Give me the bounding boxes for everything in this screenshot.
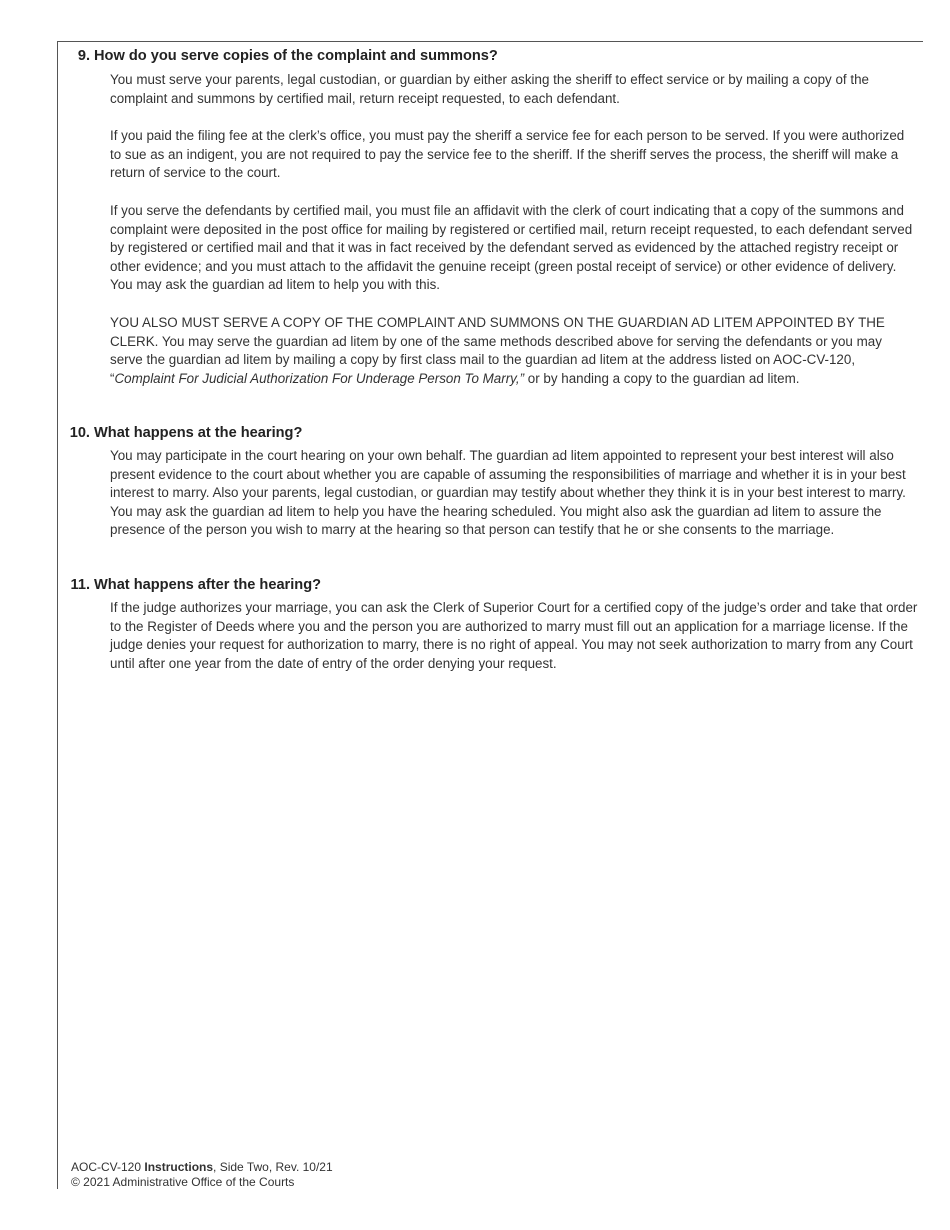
section-10-number: 10. [69,425,90,441]
complaint-form-title: Complaint For Judicial Authorization For Underage Person To Marry,” [114,370,525,386]
section-9-paragraph-4-tail: or by handing a copy to the guardian ad litem. [524,370,800,386]
section-9-paragraph-1: You must serve your parents, legal custodian, or guardian by either asking the sheriff to effect service or by mailing a copy of the complaint and summons by certified mail, return receipt requested, to each defendant. [110,72,869,106]
section-9-number: 9. [77,48,90,64]
section-10-paragraph-1: You may participate in the court hearing on your own behalf. The guardian ad litem appointed to represent your best interest will also present evidence to the court about whether you are capable of assuming the responsibilities of marriage and whether it is in your best interest to marry. Also your parents, legal custodian, or guardian may testify about whether they think it is in your best interest to marry. You may ask the guardian ad litem to help you have the hearing scheduled. You might also ask the guardian ad litem to assure the presence of the person you wish to marry at the hearing so that person can testify that he or she consents to the marriage. [110,448,906,538]
left-border-rule [57,41,58,1189]
section-9-paragraph-4 [110,314,918,388]
section-9-paragraph-2: If you paid the filing fee at the clerk’s office, you must pay the sheriff a service fee for each person to be served. If you were authorized to sue as an indigent, you are not required to pay the service fee to the sheriff. If the sheriff serves the process, the sheriff will make a return of service to the court. [110,128,905,181]
section-10-title: What happens at the hearing? [94,425,303,441]
section-9-paragraph-4-text: YOU ALSO MUST SERVE A COPY OF THE COMPLAINT AND SUMMONS ON THE GUARDIAN AD LITEM APPOINTED BY THE CLERK. You may serve the guardian ad litem by one of the same methods described above for serving the defendants or you may serve the guardian ad litem by mailing a copy by first class mail to the guardian ad litem at the address listed on AOC-CV-120, “ [110,315,885,386]
footer-side-revision: , Side Two, Rev. 10/21 [213,1160,333,1174]
top-border-rule [57,41,923,42]
footer-copyright: © 2021 Administrative Office of the Courts [71,1174,295,1189]
section-11-title: What happens after the hearing? [94,577,322,593]
section-9-paragraph-3: If you serve the defendants by certified mail, you must file an affidavit with the clerk of court indicating that a copy of the summons and complaint were deposited in the post office for mailing by registered or certified mail, return receipt requested, to each defendant served by registered or certified mail and that it was in fact received by the defendant served as evidenced by the attached registry receipt or other evidence; and you must attach to the affidavit the genuine receipt (green postal receipt of service) or other evidence of delivery. You may ask the guardian ad litem to help you with this. [110,203,913,293]
footer-form-type: Instructions [144,1160,214,1174]
section-11-number: 11. [70,577,90,593]
footer-form-number: AOC-CV-120 [71,1160,145,1174]
section-9-title: How do you serve copies of the complaint and summons? [94,48,498,64]
section-11-paragraph-1: If the judge authorizes your marriage, you can ask the Clerk of Superior Court for a certified copy of the judge’s order and take that order to the Register of Deeds where you and the person you are authorized to marry must fill out an application for a marriage license. If the judge denies your request for authorization to marry, there is no right of appeal. You may not seek authorization to marry from any Court until after one year from the date of entry of the order denying your request. [110,600,918,671]
footer [71,1160,333,1189]
footer-form-line [71,1160,333,1175]
